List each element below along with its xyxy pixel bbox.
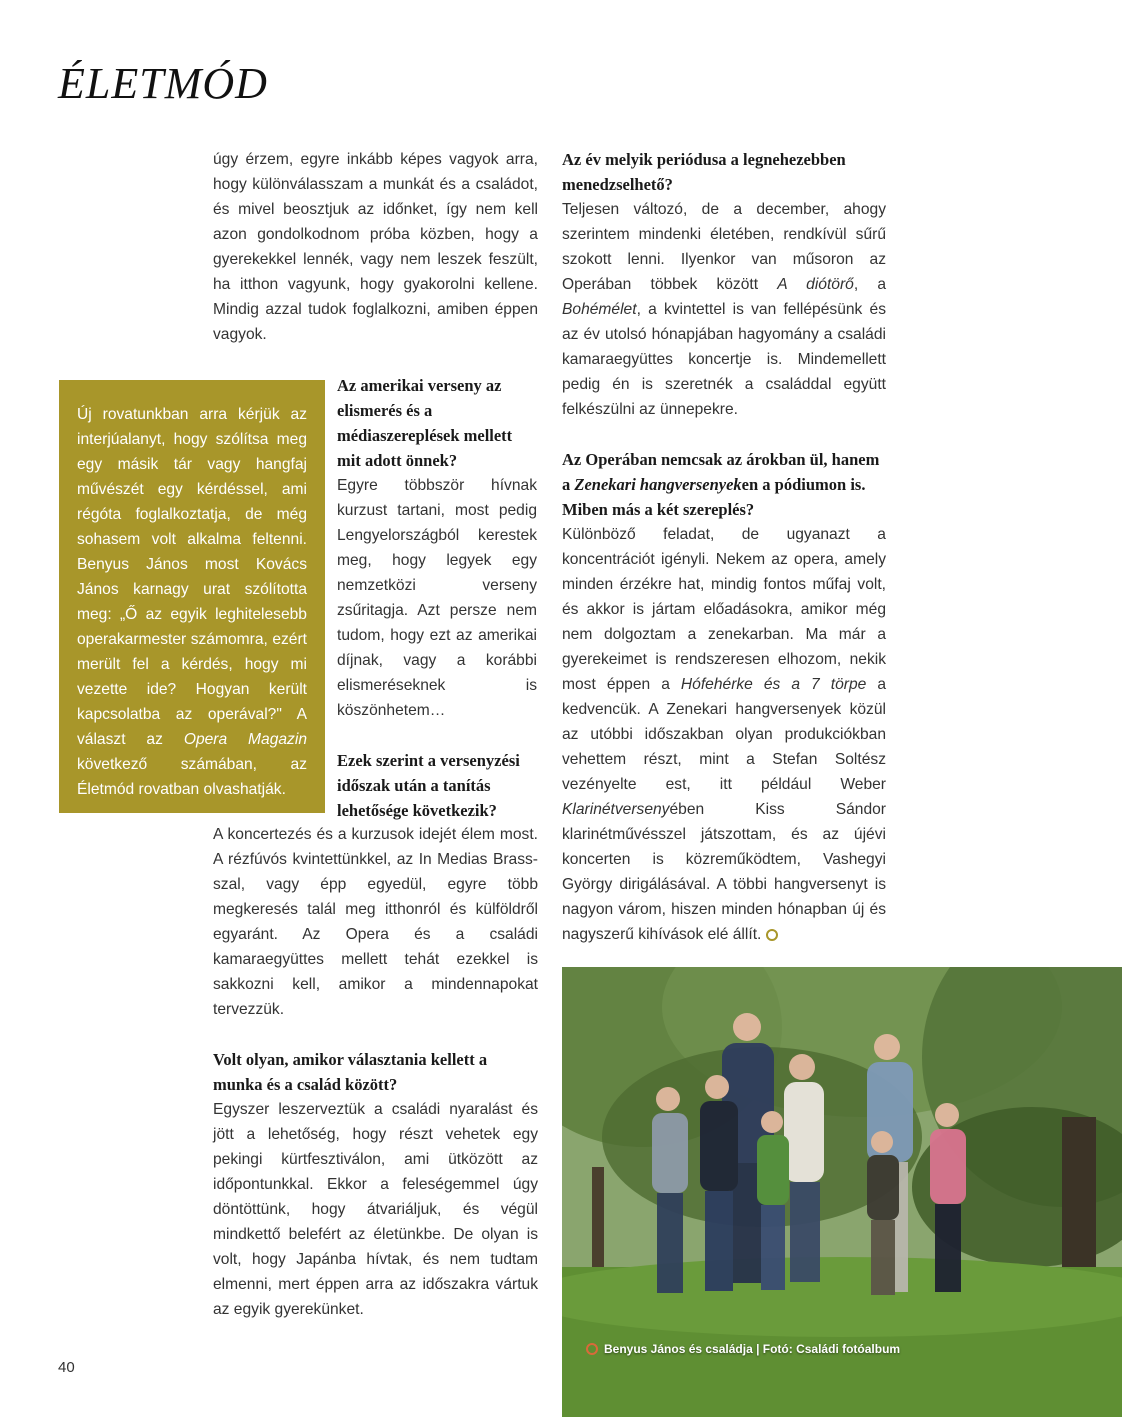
answer-3: Egyszer leszerveztük a családi nyaralást és jött a lehetőség, hogy részt vehetek egy pekingi kürtfesztiválon, ami ütközött az időpontunkkal. Ekkor a feleségemmel úgy döntöttünk, hogy átvariáljuk, és végül mindkettő belefért az életünkbe. De olyan is volt, hogy Japánba hívtak, és nem tudtam elmenni, mert éppen arra az időszakra vártuk az egyik gyerekünket. xyxy=(213,1101,538,1318)
column-lower xyxy=(213,822,538,1322)
end-mark-icon xyxy=(766,929,778,941)
column-narrow xyxy=(337,373,537,823)
question-1: Az amerikai verseny az elismerés és a médiaszereplések mellett mit adott önnek? xyxy=(337,376,513,470)
answer-2: A koncertezés és a kurzusok idejét élem most. A rézfúvós kvintettünkkel, az In Medias Brass-szal, vagy épp egyedül, egyre több megkeresés talál meg itthonról és külföldről egyaránt. Az Opera és a családi kamaraegyüttes mellett tehát ezekkel is sakkozni kell, amikor a mindennapokat tervezzük. xyxy=(213,826,538,1018)
answer-1: Egyre többször hívnak kurzust tartani, most pedig Lengyelországból kerestek meg, hogy legyek egy nemzetközi verseny zsűritagja. Azt persze nem tudom, hogy ezt az amerikai díjnak, vagy a korábbi elismeréseknek is köszönhetem… xyxy=(337,477,537,719)
question-5: Az Operában nemcsak az árokban ül, hanem a Zenekari hangversenyeken a pódiumon is. Miben más a két szereplés? xyxy=(562,450,880,519)
answer-5: Különböző feladat, de ugyanazt a koncentrációt igényli. Nekem az opera, amely minden érzékre hat, mindig fontos műfaj volt, és akkor is jártam előadásokra, amikor még nem dolgoztam a zenekarban. Ma már a gyerekeimet is rendszeresen elhozom, nekik most éppen a Hófehérke és a 7 törpe a kedvencük. A Zenekari hangversenyek közül az utóbbi időszakban olyan produkciókban vehettem részt, mint a Stefan Soltész vezényelte est, itt például Weber Klarinétversenyében Kiss Sándor klarinétművésszel játszottam, és az újévi koncerten is közreműködtem, Vashegyi György dirigálásával. A többi hangversenyt is nagyon várom, hiszen minden hónapban új és nagyszerű kihívások elé állít. xyxy=(562,526,887,943)
page-number: 40 xyxy=(58,1359,75,1376)
sidebar-text: Új rovatunkban arra kérjük az interjúalanyt, hogy szólítsa meg egy másik tár vagy hangfaj művészét egy kérdéssel, ami régóta foglalkoztatja, de még sohasem volt alkalma feltenni. Benyus János most Kovács János karnagy urat szólította meg: „Ő az egyik leghitelesebb operakarmester számomra, ezért merült fel a kérdés, hogy mi vezette ide? Hogyan került kapcsolatba az operával?" A választ az Opera Magazin következő számában, az Életmód rovatban olvashatják. xyxy=(77,406,307,798)
photo-caption: Benyus János és családja | Fotó: Családi fotóalbum xyxy=(586,1342,900,1356)
magazine-title: Opera Magazin xyxy=(183,731,307,748)
answer-4: Teljesen változó, de a december, ahogy szerintem mindenki életében, rendkívül sűrű szokott lenni. Ilyenkor van műsoron az Operában többek között A diótörő, a Bohémélet, a kvintettel is van fellépésünk és az év utolsó hónapjában hagyomány a családi kamaraegyüttes koncertje is. Mindemellett pedig én is szeretnék a családdal együtt felkészülni az ünnepekre. xyxy=(562,201,886,418)
column-right xyxy=(562,147,886,947)
caption-ring-icon xyxy=(586,1343,598,1355)
question-2: Ezek szerint a versenyzési időszak után a tanítás lehetősége következik? xyxy=(337,751,520,820)
question-3: Volt olyan, amikor választania kellett a munka és a család között? xyxy=(213,1050,488,1094)
question-4: Az év melyik periódusa a legnehezebben menedzselhető? xyxy=(562,150,846,194)
intro-paragraph: úgy érzem, egyre inkább képes vagyok arra, hogy különválasszam a munkát és a családot, és mivel beosztjuk az időnket, így nem kell azon gondolkodnom próba közben, hogy a gyerekekkel lennék, vagy nem leszek feszült, ha itthon vagyunk, hogy gyakorolni kellene. Mindig azzal tudok foglalkozni, amiben éppen vagyok. xyxy=(213,151,538,343)
sidebar-box xyxy=(59,380,325,813)
section-title: ÉLETMÓD xyxy=(58,59,268,108)
column-intro xyxy=(213,147,538,347)
